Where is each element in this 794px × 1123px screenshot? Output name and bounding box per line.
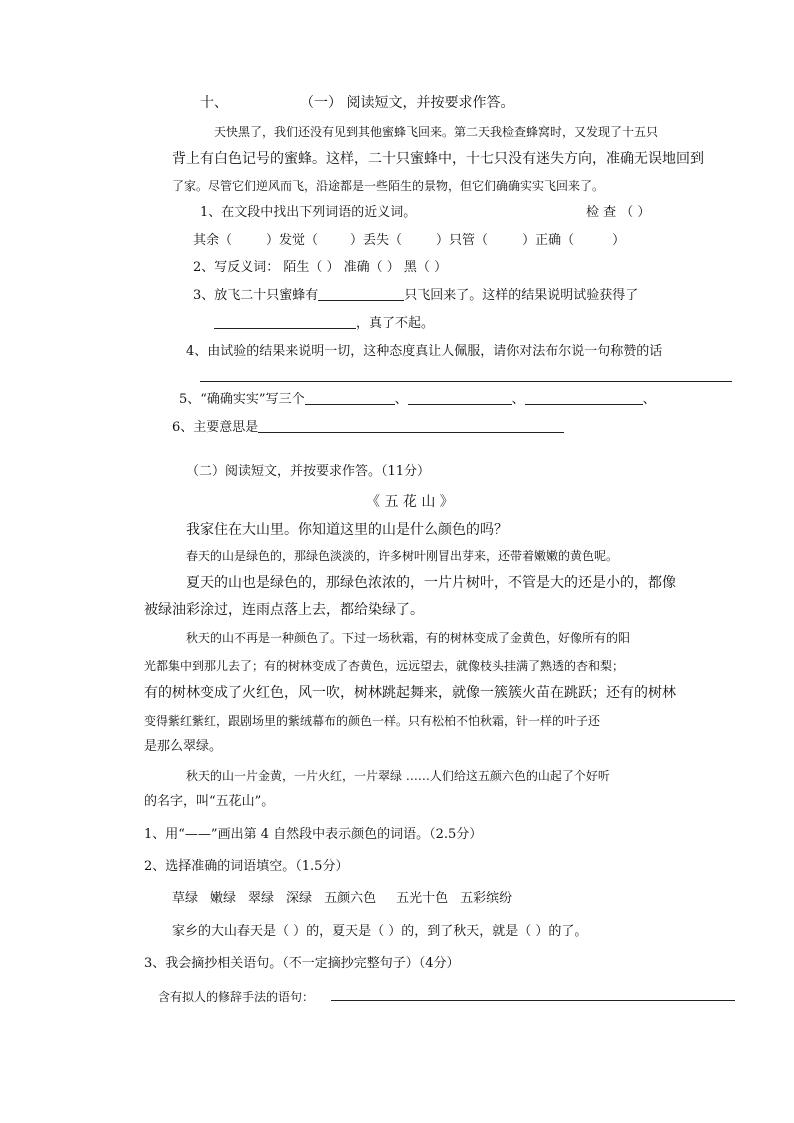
answer-blank[interactable]: [258, 418, 564, 433]
fill-in-sentence: 家乡的大山春天是（ ）的，夏天是（ ）的，到了秋天，就是（ ）的了。: [172, 924, 588, 939]
passage-line: 被绿油彩涂过，连雨点落上去，都给染绿了。: [144, 602, 424, 618]
answer-blank[interactable]: [214, 314, 356, 329]
question-1: 1、用“——”画出第 4 自然段中表示颜色的词语。（2.5分）: [144, 827, 483, 842]
separator: 、: [511, 392, 525, 407]
question-1-word: 检 查 （ ）: [586, 205, 651, 220]
question-3: 3、我会摘抄相关语句。（不一定摘抄完整句子）（4分）: [144, 956, 460, 971]
question-number: 十、: [200, 95, 228, 111]
passage-line: 秋天的山不再是一种颜色了。下过一场秋霜，有的树林变成了金黄色，好像所有的阳: [186, 631, 631, 645]
answer-blank[interactable]: [305, 390, 395, 405]
question-6: [172, 418, 564, 438]
passage-line: 我家住在大山里。你知道这里的山是什么颜色的吗？: [186, 522, 508, 538]
passage-line: 有的树林变成了火红色，风一吹，树林跳起舞来，就像一簇簇火苗在跳跃；还有的树林: [144, 685, 676, 701]
question-1: 1、在文段中找出下列词语的近义词。: [200, 205, 417, 220]
word-option: 五光十色: [396, 891, 449, 906]
passage-line: 春天的山是绿色的，那绿色淡淡的，许多树叶刚冒出芽来，还带着嫩嫩的黄色呢。: [186, 549, 619, 563]
q3-text: 3、放飞二十只蜜蜂有: [193, 288, 319, 303]
section-heading: （二）阅读短文，并按要求作答。（11分）: [186, 464, 431, 479]
section-heading: （一） 阅读短文，并按要求作答。: [300, 95, 515, 111]
passage-title: 《 五 花 山 》: [366, 494, 454, 510]
answer-line[interactable]: [200, 381, 732, 382]
passage-line: 背上有白色记号的蜜蜂。这样，二十只蜜蜂中，十七只没有迷失方向，准确无误地回到: [172, 151, 704, 167]
synonym-item: 其余（: [193, 233, 233, 248]
separator: 、: [642, 392, 656, 407]
question-5: [179, 390, 656, 410]
q3-text: 只飞回来了。这样的结果说明试验获得了: [404, 288, 639, 303]
q6-text: 6、主要意思是: [172, 420, 259, 435]
synonym-item: ）: [612, 233, 626, 248]
synonym-item: ）丢失（: [350, 233, 403, 248]
passage-line: 光都集中到那儿去了；有的树林变成了杏黄色，远远望去，就像枝头挂满了熟透的杏和梨；: [144, 659, 625, 673]
passage-line: 了家。尽管它们逆风而飞，沿途都是一些陌生的景物，但它们确确实实飞回来了。: [172, 179, 605, 193]
word-option: 草绿: [172, 891, 199, 906]
passage-line: 秋天的山一片金黄，一片火红，一片翠绿 ……人们给这五颜六色的山起了个好听: [186, 769, 610, 783]
passage-line: 夏天的山也是绿色的，那绿色浓浓的，一片片树叶，不管是大的还是小的，都像: [186, 575, 676, 591]
question-3-line-2: [214, 314, 434, 334]
q5-text: 5、“确确实实”写三个: [179, 392, 305, 407]
question-3a: 含有拟人的修辞手法的语句：: [158, 990, 315, 1004]
answer-line[interactable]: [331, 1000, 735, 1001]
word-option: 嫩绿: [210, 891, 237, 906]
word-bank: [172, 889, 512, 909]
question-4: 4、由试验的结果来说明一切，这种态度真让人佩服，请你对法布尔说一句称赞的话: [186, 344, 663, 359]
synonym-row: [193, 231, 625, 251]
question-2: 2、写反义词： 陌生（ ） 准确（ ） 黑（ ）: [193, 260, 448, 275]
q3-text: ，真了不起。: [356, 316, 435, 331]
synonym-item: ）只管（: [436, 233, 489, 248]
word-option: 五彩缤纷: [460, 891, 513, 906]
word-option: 翠绿: [248, 891, 275, 906]
word-option: 深绿: [286, 891, 313, 906]
answer-blank[interactable]: [525, 390, 643, 405]
synonym-item: ）发觉（: [266, 233, 319, 248]
separator: 、: [394, 392, 408, 407]
passage-line: 的名字，叫“五花山”。: [144, 794, 275, 809]
answer-blank[interactable]: [408, 390, 512, 405]
passage-line: 天快黑了，我们还没有见到其他蜜蜂飞回来。第二天我检查蜂窝时，又发现了十五只: [214, 125, 659, 139]
answer-blank[interactable]: [318, 286, 404, 301]
question-3-line-1: [193, 286, 638, 306]
question-2: 2、选择准确的词语填空。（1.5分）: [144, 859, 349, 874]
passage-line: 变得紫红紫红，跟剧场里的紫绒幕布的颜色一样。只有松柏不怕秋霜，针一样的叶子还: [144, 714, 601, 728]
word-option: 五颜六色: [324, 891, 377, 906]
synonym-item: ）正确（: [522, 233, 575, 248]
passage-line: 是那么翠绿。: [144, 739, 223, 754]
